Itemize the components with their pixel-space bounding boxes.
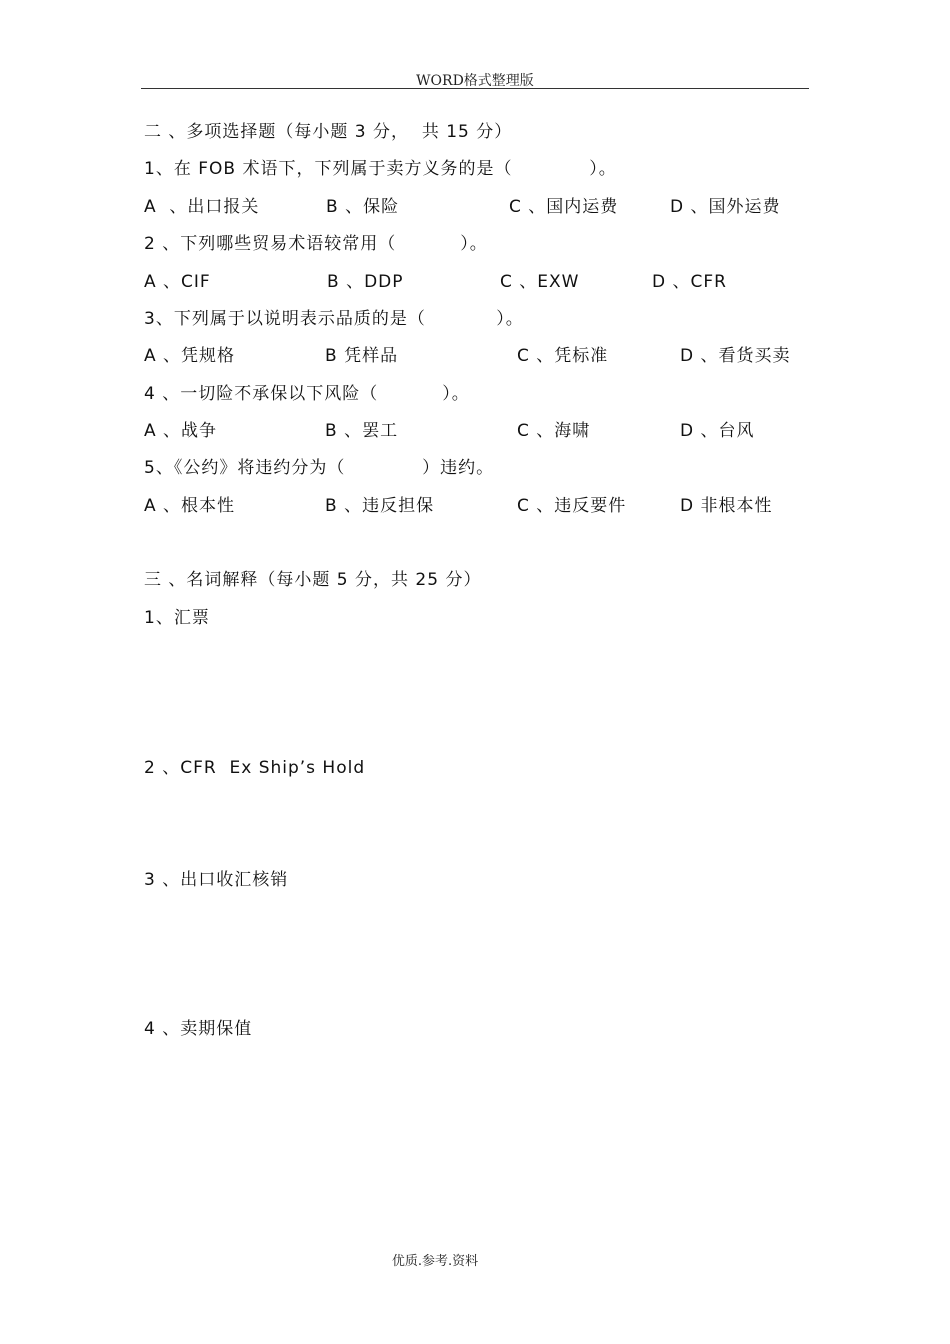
question-text: 3、下列属于以说明表示品质的是（ ）。 <box>144 309 524 329</box>
option-a: A 、根本性 <box>144 496 236 516</box>
option-d: D 、台风 <box>680 421 755 441</box>
option-a: A 、凭规格 <box>144 346 236 366</box>
option-c: C 、国内运费 <box>509 197 619 217</box>
option-d: D 非根本性 <box>680 496 773 516</box>
page-footer: 优质.参考.资料 <box>391 1254 479 1269</box>
header-title: WORD格式整理版 <box>416 73 534 89</box>
term-item: 1、汇票 <box>144 608 210 628</box>
term-item: 2 、CFR Ex Ship’s Hold <box>144 758 366 778</box>
term-item: 3 、出口收汇核销 <box>144 870 289 890</box>
option-c: C 、海啸 <box>517 421 591 441</box>
question-text: 1、在 FOB 术语下，下列属于卖方义务的是（ ）。 <box>144 159 617 179</box>
option-b: B 、保险 <box>326 197 400 217</box>
option-b: B 、罢工 <box>325 421 399 441</box>
question-text: 5、《公约》将违约分为（ ）违约。 <box>144 458 495 478</box>
option-a: A 、出口报关 <box>144 197 260 217</box>
option-a: A 、CIF <box>144 272 211 292</box>
option-b: B 、违反担保 <box>325 496 435 516</box>
option-d: D 、CFR <box>652 272 727 292</box>
option-a: A 、战争 <box>144 421 218 441</box>
option-b: B 、DDP <box>327 272 404 292</box>
option-d: D 、国外运费 <box>670 197 781 217</box>
option-c: C 、违反要件 <box>517 496 627 516</box>
header-divider <box>141 88 809 89</box>
term-item: 4 、卖期保值 <box>144 1019 253 1039</box>
option-c: C 、EXW <box>500 272 580 292</box>
section-heading: 三 、名词解释（每小题 5 分，共 25 分） <box>144 570 482 590</box>
question-text: 4 、一切险不承保以下风险（ ）。 <box>144 384 470 404</box>
option-b: B 凭样品 <box>325 346 399 366</box>
option-d: D 、看货买卖 <box>680 346 791 366</box>
option-c: C 、凭标准 <box>517 346 609 366</box>
question-text: 2 、下列哪些贸易术语较常用（ ）。 <box>144 234 488 254</box>
section-heading: 二 、多项选择题（每小题 3 分， 共 15 分） <box>144 122 513 142</box>
